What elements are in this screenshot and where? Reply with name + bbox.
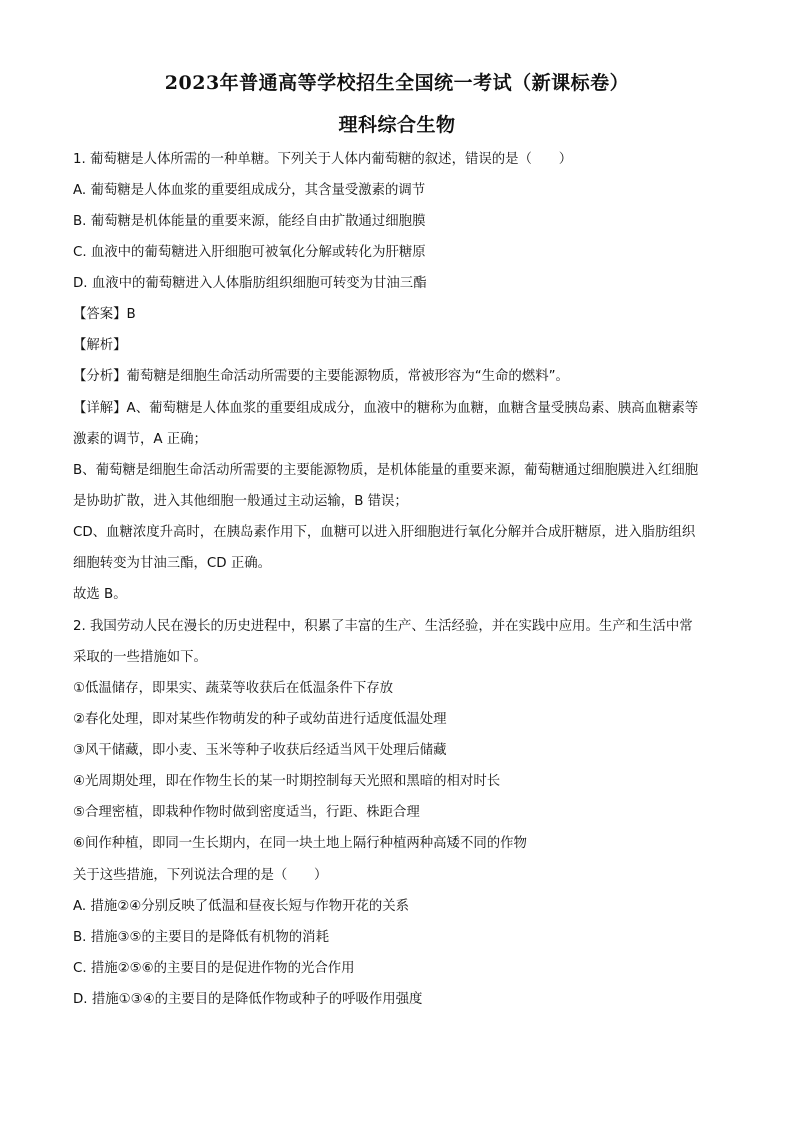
q1-detail-line: CD、血糖浓度升高时，在胰岛素作用下，血糖可以进入肝细胞进行氧化分解并合成肝糖原，进入脂肪组织: [73, 525, 696, 540]
q2-question: 关于这些措施，下列说法合理的是（ ）: [73, 868, 328, 883]
q2-measure-2: ②春化处理，即对某些作物萌发的种子或幼苗进行适度低温处理: [73, 712, 447, 727]
q1-conclusion: 故选 B。: [73, 587, 127, 602]
q2-option-a: A. 措施②④分别反映了低温和昼夜长短与作物开花的关系: [73, 899, 410, 914]
q2-measure-1: ①低温储存，即果实、蔬菜等收获后在低温条件下存放: [73, 681, 393, 696]
q2-stem-line: 采取的一些措施如下。: [73, 650, 207, 665]
q1-detail-line: 【详解】A、葡萄糖是人体血浆的重要组成成分，血液中的糖称为血糖，血糖含量受胰岛素、胰高血糖素等: [73, 401, 699, 416]
q2-stem-line: 2. 我国劳动人民在漫长的历史进程中，积累了丰富的生产、生活经验，并在实践中应用。生产和生活中常: [73, 619, 693, 634]
q2-measure-6: ⑥间作种植，即同一生长期内，在同一块土地上隔行种植两种高矮不同的作物: [73, 836, 527, 851]
q1-detail-line: 是协助扩散，进入其他细胞一般通过主动运输，B 错误；: [73, 494, 408, 509]
q1-analysis: 【分析】葡萄糖是细胞生命活动所需要的主要能源物质，常被形容为“生命的燃料”。: [73, 369, 569, 384]
q1-option-a: A. 葡萄糖是人体血浆的重要组成成分，其含量受激素的调节: [73, 183, 426, 198]
q1-stem: 1. 葡萄糖是人体所需的一种单糖。下列关于人体内葡萄糖的叙述，错误的是（ ）: [73, 152, 573, 167]
q2-measure-5: ⑤合理密植，即栽种作物时做到密度适当，行距、株距合理: [73, 805, 420, 820]
q1-answer: 【答案】B: [73, 307, 136, 322]
q2-option-b: B. 措施③⑤的主要目的是降低有机物的消耗: [73, 930, 329, 945]
q1-option-b: B. 葡萄糖是机体能量的重要来源，能经自由扩散通过细胞膜: [73, 214, 426, 229]
q1-option-c: C. 血液中的葡萄糖进入肝细胞可被氧化分解或转化为肝糖原: [73, 245, 426, 260]
exam-title: 2023年普通高等学校招生全国统一考试（新课标卷）: [164, 72, 630, 94]
q2-option-d: D. 措施①③④的主要目的是降低作物或种子的呼吸作用强度: [73, 992, 423, 1007]
q1-detail-line: 激素的调节，A 正确；: [73, 432, 207, 447]
q2-measure-4: ④光周期处理，即在作物生长的某一时期控制每天光照和黑暗的相对时长: [73, 774, 501, 789]
q1-detail-line: B、葡萄糖是细胞生命活动所需要的主要能源物质，是机体能量的重要来源，葡萄糖通过细胞膜进入红细胞: [73, 463, 699, 478]
q1-analysis-label: 【解析】: [73, 338, 127, 353]
q1-detail-line: 细胞转变为甘油三酯，CD 正确。: [73, 556, 271, 571]
q2-option-c: C. 措施②⑤⑥的主要目的是促进作物的光合作用: [73, 961, 355, 976]
exam-subtitle: 理科综合生物: [338, 114, 456, 136]
q2-measure-3: ③风干储藏，即小麦、玉米等种子收获后经适当风干处理后储藏: [73, 743, 447, 758]
q1-option-d: D. 血液中的葡萄糖进入人体脂肪组织细胞可转变为甘油三酯: [73, 276, 427, 291]
